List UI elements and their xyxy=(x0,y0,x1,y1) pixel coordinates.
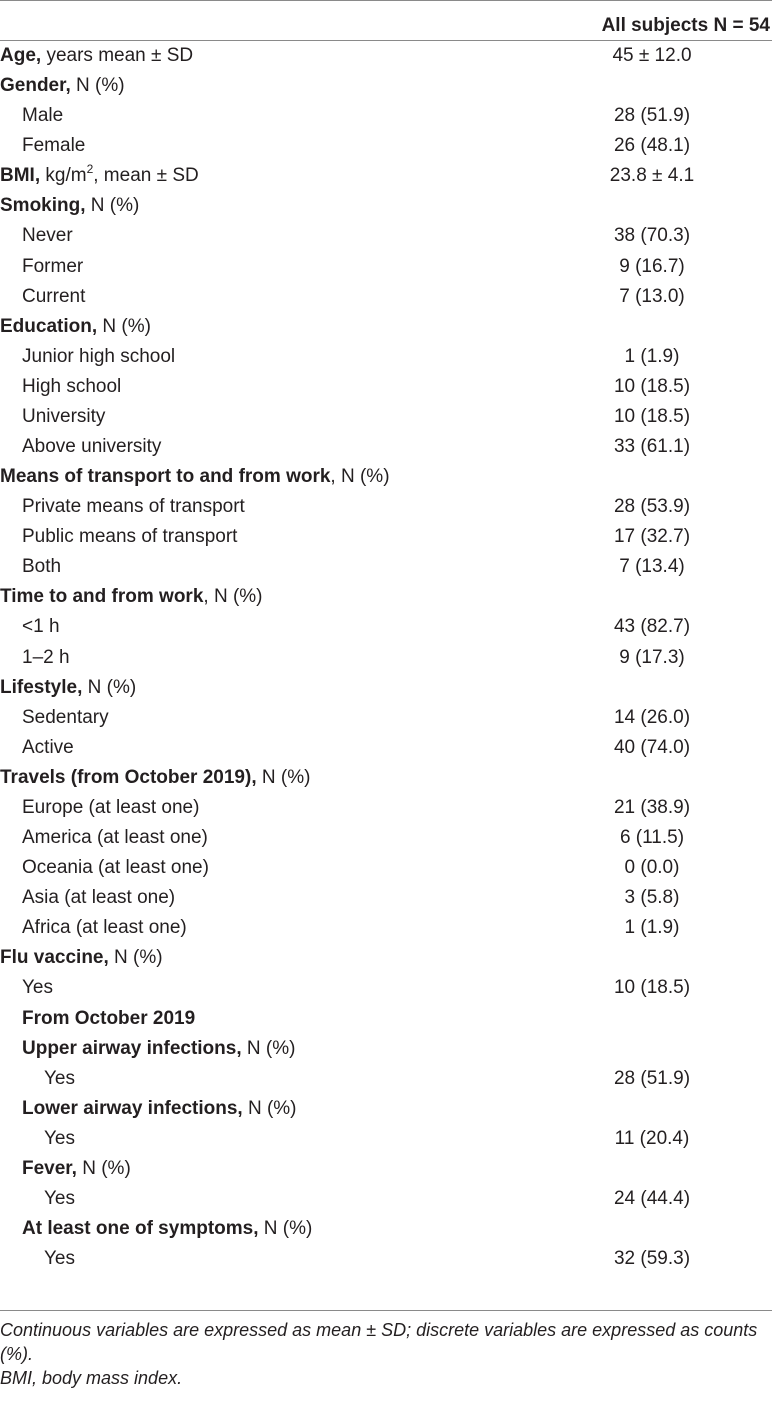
table-row xyxy=(0,823,772,853)
row-label-bold: From October 2019 xyxy=(22,1007,196,1029)
footnote-variables: Continuous variables are expressed as mean ± SD; discrete variables are expressed as counts (%). xyxy=(0,1320,758,1364)
footnote-bmi: BMI, body mass index. xyxy=(0,1368,183,1388)
row-label-text: Yes xyxy=(44,1067,75,1089)
table-row xyxy=(0,342,772,372)
row-label xyxy=(22,1034,295,1064)
row-label xyxy=(0,191,139,221)
table-row xyxy=(0,191,772,221)
table-row xyxy=(0,582,772,612)
row-label-bold: Means of transport to and from work xyxy=(0,466,331,488)
row-label xyxy=(22,252,83,282)
row-label-text: kg/m xyxy=(40,165,87,187)
row-label-text: Yes xyxy=(44,1248,75,1270)
table-row xyxy=(0,883,772,913)
row-label-text: N (%) xyxy=(82,676,137,698)
row-value: 1 (1.9) xyxy=(624,917,680,939)
table-row xyxy=(0,552,772,582)
row-value: 45 ± 12.0 xyxy=(612,45,692,66)
row-label-text: years mean ± SD xyxy=(41,45,194,66)
table-row xyxy=(0,462,772,492)
row-label xyxy=(44,1244,75,1274)
table-row xyxy=(0,1214,772,1244)
row-label xyxy=(22,913,187,943)
row-label xyxy=(0,41,193,71)
row-label-bold: Lower airway infections, xyxy=(22,1097,243,1119)
row-value: 28 (51.9) xyxy=(613,105,691,127)
row-label-text: N (%) xyxy=(108,947,163,969)
row-value: 40 (74.0) xyxy=(613,736,691,758)
row-label-text: N (%) xyxy=(70,75,125,97)
row-value: 10 (18.5) xyxy=(613,977,691,999)
row-value: 9 (17.3) xyxy=(619,646,685,668)
row-value: 6 (11.5) xyxy=(619,827,685,849)
row-label xyxy=(44,1124,75,1154)
row-label xyxy=(0,462,390,492)
row-label xyxy=(22,552,61,582)
row-label-text: Europe (at least one) xyxy=(22,796,200,818)
row-label xyxy=(22,973,53,1003)
row-label xyxy=(22,883,175,913)
row-label-text: Active xyxy=(22,736,74,758)
row-label-text: University xyxy=(22,405,106,427)
row-value: 7 (13.4) xyxy=(619,556,685,578)
table-row xyxy=(0,41,772,71)
row-label xyxy=(22,131,85,161)
table-row xyxy=(0,282,772,312)
row-label-text: High school xyxy=(22,375,122,397)
row-label xyxy=(0,943,163,973)
row-label-text: Junior high school xyxy=(22,345,176,367)
table-row xyxy=(0,793,772,823)
table-row xyxy=(0,763,772,793)
table-row xyxy=(0,1154,772,1184)
table-row xyxy=(0,973,772,1003)
table-row xyxy=(0,853,772,883)
table-top-rule xyxy=(0,0,772,1)
row-label-text: N (%) xyxy=(256,766,311,788)
row-value: 28 (53.9) xyxy=(613,496,691,518)
row-label xyxy=(22,733,74,763)
column-header: All subjects N = 54 xyxy=(601,15,770,36)
row-label xyxy=(0,161,199,191)
row-value: 11 (20.4) xyxy=(614,1127,690,1149)
row-label-text: America (at least one) xyxy=(22,827,208,849)
table-row xyxy=(0,673,772,703)
row-value: 28 (51.9) xyxy=(613,1067,691,1089)
row-value: 10 (18.5) xyxy=(613,405,691,427)
row-label xyxy=(44,1184,75,1214)
row-label xyxy=(0,673,136,703)
table-row xyxy=(0,432,772,462)
row-label-text: N (%) xyxy=(242,1097,297,1119)
row-label-text: N (%) xyxy=(85,195,140,217)
row-value: 17 (32.7) xyxy=(613,526,691,548)
row-value: 1 (1.9) xyxy=(624,345,680,367)
table-row xyxy=(0,372,772,402)
row-value: 23.8 ± 4.1 xyxy=(609,165,695,187)
row-value: 32 (59.3) xyxy=(613,1248,691,1270)
row-label-text: Asia (at least one) xyxy=(22,887,176,909)
table-row xyxy=(0,252,772,282)
row-label xyxy=(0,582,263,612)
row-label-text: N (%) xyxy=(97,315,151,337)
row-label xyxy=(22,643,70,673)
table-row xyxy=(0,312,772,342)
row-label xyxy=(44,1064,75,1094)
table-row xyxy=(0,913,772,943)
row-label-bold: Age, xyxy=(0,45,42,66)
row-value: 43 (82.7) xyxy=(613,616,691,638)
row-label-superscript: 2 xyxy=(86,161,94,176)
row-value: 21 (38.9) xyxy=(613,796,691,818)
row-label-bold: Lifestyle, xyxy=(0,676,83,698)
row-label xyxy=(22,1094,297,1124)
row-label xyxy=(22,703,109,733)
row-label xyxy=(22,342,175,372)
row-label-bold: At least one of symptoms, xyxy=(22,1218,259,1240)
row-label-bold: Gender, xyxy=(0,75,71,97)
row-label xyxy=(22,1004,195,1034)
row-label xyxy=(22,282,85,312)
row-label-text: Current xyxy=(22,285,86,307)
row-label-text: , N (%) xyxy=(330,466,390,488)
row-label-text: N (%) xyxy=(241,1037,296,1059)
row-label-text: Yes xyxy=(44,1187,75,1209)
row-label xyxy=(0,71,125,101)
table-row xyxy=(0,1244,772,1274)
row-label-text: Private means of transport xyxy=(22,496,245,518)
row-label-text: Male xyxy=(22,105,64,127)
row-label-text: Above university xyxy=(22,436,162,458)
row-label xyxy=(22,432,161,462)
row-label-suffix: , mean ± SD xyxy=(93,165,199,187)
row-value: 14 (26.0) xyxy=(613,706,691,728)
row-label-text: Public means of transport xyxy=(22,526,238,548)
table-row xyxy=(0,943,772,973)
row-label xyxy=(22,492,245,522)
row-label xyxy=(0,312,151,342)
row-value: 9 (16.7) xyxy=(619,255,685,277)
row-label-bold: Education, xyxy=(0,315,98,337)
table-row xyxy=(0,643,772,673)
row-label xyxy=(22,221,73,251)
row-value: 7 (13.0) xyxy=(619,285,685,307)
table-row xyxy=(0,1064,772,1094)
row-label-text: Oceania (at least one) xyxy=(22,857,209,879)
table-row xyxy=(0,131,772,161)
row-label-text: <1 h xyxy=(22,616,60,638)
table-row xyxy=(0,71,772,101)
row-label xyxy=(22,1154,131,1184)
table-row xyxy=(0,492,772,522)
table-row xyxy=(0,221,772,251)
row-label-text: Both xyxy=(22,556,62,578)
row-label xyxy=(22,1214,312,1244)
row-value: 33 (61.1) xyxy=(613,436,691,458)
row-label xyxy=(22,853,209,883)
row-label-text: , N (%) xyxy=(203,586,263,608)
row-label-text: Yes xyxy=(22,977,53,999)
row-value: 24 (44.4) xyxy=(613,1187,691,1209)
row-label xyxy=(22,101,63,131)
row-label-text: Female xyxy=(22,135,86,157)
row-label xyxy=(22,372,121,402)
row-value: 0 (0.0) xyxy=(624,857,680,879)
table-row xyxy=(0,703,772,733)
row-label-bold: Time to and from work xyxy=(0,586,204,608)
table-row xyxy=(0,1094,772,1124)
row-label-bold: Flu vaccine, xyxy=(0,947,109,969)
row-value: 10 (18.5) xyxy=(613,375,691,397)
row-label xyxy=(22,823,208,853)
row-label-text: N (%) xyxy=(258,1218,313,1240)
row-value: 26 (48.1) xyxy=(613,135,691,157)
row-label-bold: Smoking, xyxy=(0,195,86,217)
row-label xyxy=(22,793,199,823)
table-row xyxy=(0,733,772,763)
table-row xyxy=(0,612,772,642)
table-body xyxy=(0,41,772,1274)
row-label-bold: BMI, xyxy=(0,165,41,187)
row-label-text: Sedentary xyxy=(22,706,109,728)
table-row xyxy=(0,161,772,191)
row-label-text: N (%) xyxy=(76,1157,131,1179)
table-row xyxy=(0,1184,772,1214)
row-label xyxy=(22,402,105,432)
row-label xyxy=(22,612,60,642)
table-row xyxy=(0,1034,772,1064)
table-row xyxy=(0,1004,772,1034)
row-label-bold: Fever, xyxy=(22,1157,77,1179)
row-label xyxy=(22,522,237,552)
table-row xyxy=(0,101,772,131)
row-label-text: Never xyxy=(22,225,73,247)
row-label-text: Yes xyxy=(44,1127,75,1149)
row-label-bold: Upper airway infections, xyxy=(22,1037,242,1059)
row-label-text: Former xyxy=(22,255,84,277)
table-row xyxy=(0,1124,772,1154)
row-value: 38 (70.3) xyxy=(613,225,691,247)
table-bottom-rule xyxy=(0,1310,772,1311)
row-label xyxy=(0,763,310,793)
table-row xyxy=(0,402,772,432)
row-value: 3 (5.8) xyxy=(624,887,680,909)
table-footnotes xyxy=(0,1318,772,1390)
table-row xyxy=(0,522,772,552)
row-label-text: 1–2 h xyxy=(22,646,70,668)
row-label-bold: Travels (from October 2019), xyxy=(0,766,257,788)
row-label-text: Africa (at least one) xyxy=(22,917,187,939)
